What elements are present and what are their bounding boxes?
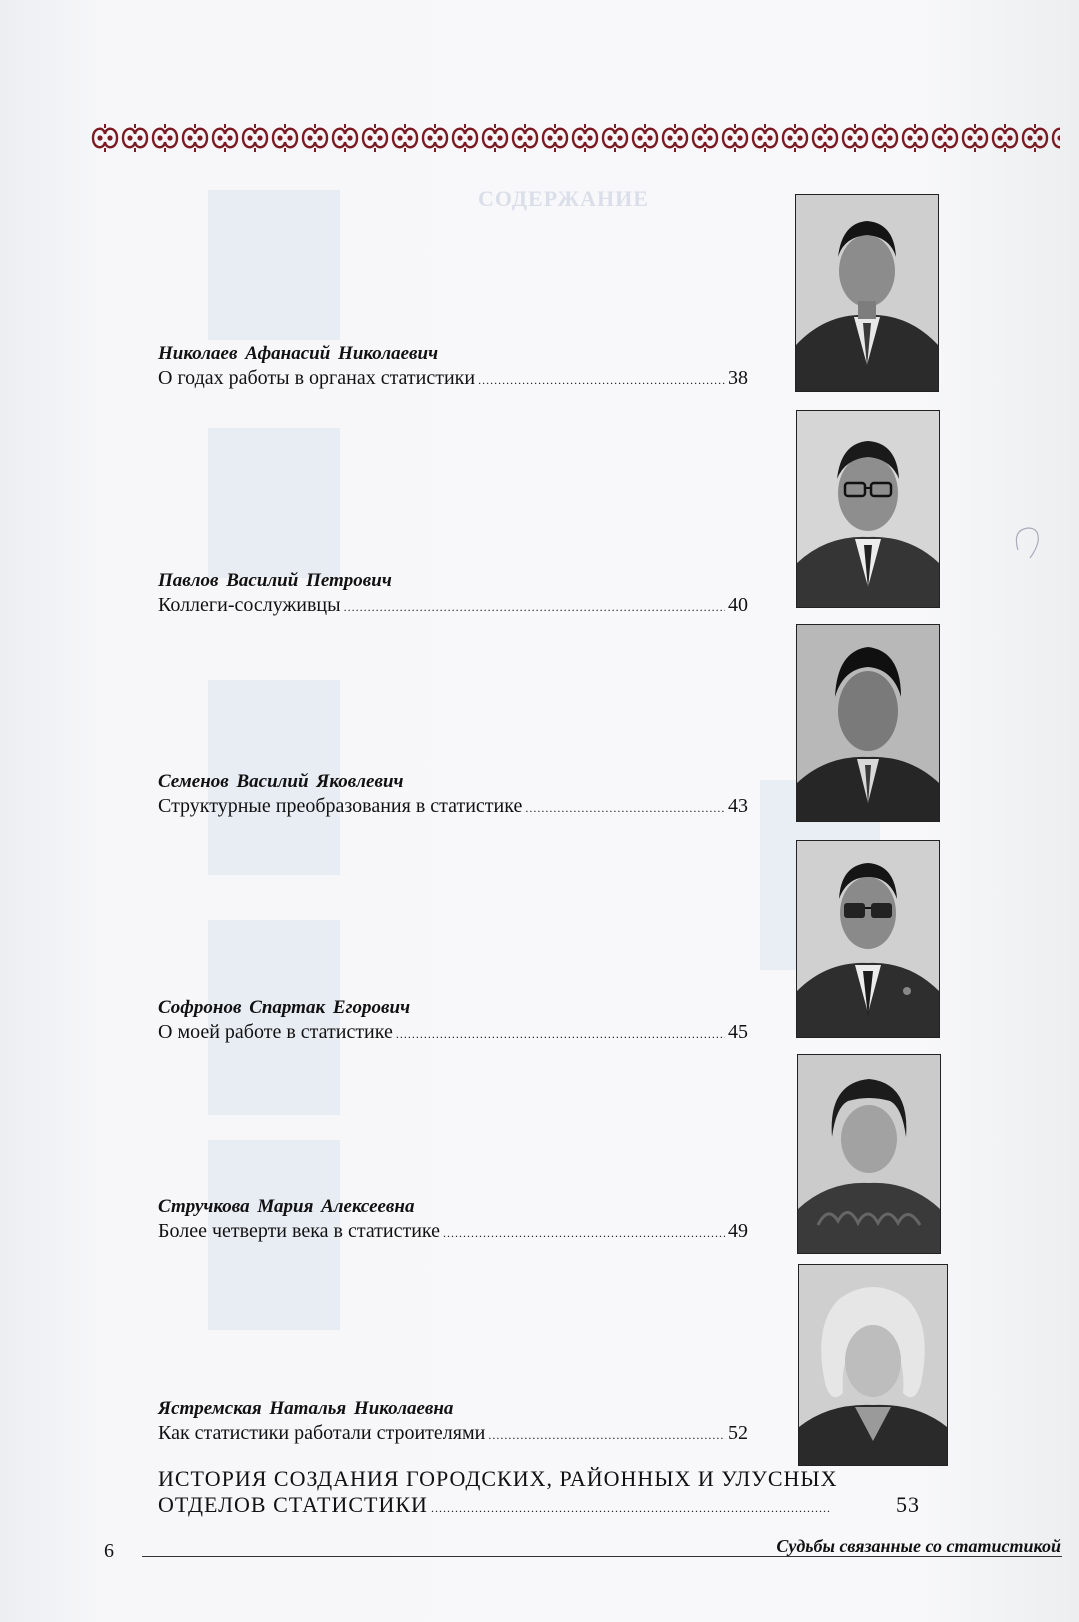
dot-leader bbox=[396, 1020, 725, 1046]
entry-author: Николаев Афанасий Николаевич bbox=[158, 343, 439, 364]
dot-leader bbox=[488, 1421, 725, 1447]
entry-page: 40 bbox=[728, 594, 748, 616]
portrait-photo bbox=[796, 410, 940, 608]
portrait-photo bbox=[796, 624, 940, 822]
entry-page: 52 bbox=[728, 1422, 748, 1444]
bleed-through-photo bbox=[208, 428, 340, 578]
entry-line bbox=[158, 794, 748, 820]
entry-line bbox=[158, 593, 748, 619]
entry-page: 45 bbox=[728, 1021, 748, 1043]
bleed-through-title: СОДЕРЖАНИЕ bbox=[478, 186, 649, 211]
entry-title: Структурные преобразования в статистике bbox=[158, 795, 523, 817]
dot-leader bbox=[525, 794, 725, 820]
entry-author: Софронов Спартак Егорович bbox=[158, 997, 411, 1018]
toc-entry bbox=[158, 770, 748, 820]
entry-line bbox=[158, 366, 748, 392]
entry-title: О годах работы в органах статистики bbox=[158, 367, 476, 389]
entry-page: 38 bbox=[728, 367, 748, 389]
toc-entry bbox=[158, 1397, 748, 1447]
dot-leader bbox=[478, 366, 725, 392]
dot-leader bbox=[344, 593, 725, 619]
entry-title: Как статистики работали строителями bbox=[158, 1422, 486, 1444]
section-heading-line1: ИСТОРИЯ СОЗДАНИЯ ГОРОДСКИХ, РАЙОННЫХ И УЛУСНЫХ bbox=[158, 1466, 838, 1491]
entry-author: Ястремская Наталья Николаевна bbox=[158, 1398, 454, 1419]
bleed-through-photo bbox=[208, 190, 340, 340]
toc-entry bbox=[158, 569, 748, 619]
portrait-photo bbox=[797, 1054, 941, 1254]
portrait-photo bbox=[795, 194, 939, 392]
section-heading bbox=[158, 1466, 920, 1521]
entry-title: Коллеги-сослуживцы bbox=[158, 594, 341, 616]
entry-author: Семенов Василий Яковлевич bbox=[158, 771, 404, 792]
section-page: 53 bbox=[896, 1492, 920, 1517]
toc-entry bbox=[158, 342, 748, 392]
page-number: 6 bbox=[104, 1540, 114, 1562]
section-heading-line2 bbox=[158, 1492, 920, 1521]
dot-leader bbox=[431, 1492, 893, 1521]
dot-leader bbox=[443, 1219, 725, 1245]
toc-entry bbox=[158, 996, 748, 1046]
entry-title: Более четверти века в статистике bbox=[158, 1220, 441, 1242]
entry-line bbox=[158, 1219, 748, 1245]
pen-mark bbox=[1010, 520, 1050, 560]
entry-page: 49 bbox=[728, 1220, 748, 1242]
entry-line bbox=[158, 1020, 748, 1046]
entry-page: 43 bbox=[728, 795, 748, 817]
portrait-photo bbox=[798, 1264, 948, 1466]
entry-author: Стручкова Мария Алексеевна bbox=[158, 1196, 415, 1217]
entry-title: О моей работе в статистике bbox=[158, 1021, 393, 1043]
ornament-border bbox=[90, 122, 1060, 154]
entry-line bbox=[158, 1421, 748, 1447]
section-title: ОТДЕЛОВ СТАТИСТИКИ bbox=[158, 1492, 428, 1517]
portrait-photo bbox=[796, 840, 940, 1038]
entry-author: Павлов Василий Петрович bbox=[158, 570, 392, 591]
toc-entry bbox=[158, 1195, 748, 1245]
running-title: Судьбы связанные со статистикой bbox=[776, 1536, 1061, 1556]
